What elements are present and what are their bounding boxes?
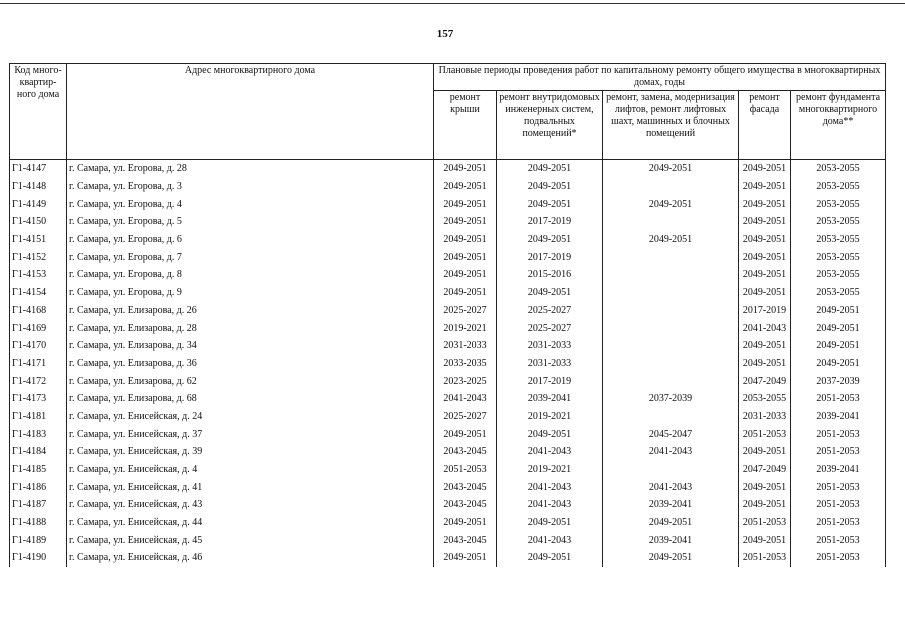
- cell-elevators: 2049-2051: [603, 195, 739, 213]
- table-row: [10, 514, 886, 532]
- cell-facade: 2051-2053: [739, 549, 791, 567]
- header-facade: ремонт фасада: [739, 91, 791, 160]
- page-number: 157: [436, 28, 454, 40]
- cell-roof: 2043-2045: [434, 531, 497, 549]
- header-roof: ремонт крыши: [434, 91, 497, 160]
- cell-foundation: 2053-2055: [791, 248, 886, 266]
- cell-address: г. Самара, ул. Енисейская, д. 46: [67, 549, 434, 567]
- cell-code: Г1-4148: [10, 178, 67, 196]
- cell-engineering: 2041-2043: [497, 496, 603, 514]
- table-row: [10, 372, 886, 390]
- cell-foundation: 2049-2051: [791, 337, 886, 355]
- cell-address: г. Самара, ул. Егорова, д. 5: [67, 213, 434, 231]
- cell-address: г. Самара, ул. Егорова, д. 7: [67, 248, 434, 266]
- cell-facade: 2049-2051: [739, 248, 791, 266]
- cell-elevators: [603, 266, 739, 284]
- table-row: [10, 443, 886, 461]
- cell-foundation: 2053-2055: [791, 160, 886, 178]
- cell-address: г. Самара, ул. Елизарова, д. 28: [67, 319, 434, 337]
- cell-code: Г1-4187: [10, 496, 67, 514]
- cell-facade: 2049-2051: [739, 531, 791, 549]
- cell-elevators: 2049-2051: [603, 160, 739, 178]
- cell-foundation: 2051-2053: [791, 478, 886, 496]
- cell-roof: 2049-2051: [434, 266, 497, 284]
- cell-engineering: 2015-2016: [497, 266, 603, 284]
- cell-facade: 2051-2053: [739, 514, 791, 532]
- cell-engineering: 2041-2043: [497, 531, 603, 549]
- header-address: Адрес многоквартирного дома: [67, 64, 434, 160]
- table-row: [10, 302, 886, 320]
- cell-engineering: 2019-2021: [497, 461, 603, 479]
- cell-roof: 2049-2051: [434, 425, 497, 443]
- cell-code: Г1-4171: [10, 355, 67, 373]
- cell-address: г. Самара, ул. Егорова, д. 3: [67, 178, 434, 196]
- cell-elevators: 2041-2043: [603, 478, 739, 496]
- table-row: [10, 425, 886, 443]
- cell-roof: 2049-2051: [434, 213, 497, 231]
- cell-roof: 2025-2027: [434, 408, 497, 426]
- cell-foundation: 2053-2055: [791, 231, 886, 249]
- cell-engineering: 2031-2033: [497, 355, 603, 373]
- cell-facade: 2049-2051: [739, 231, 791, 249]
- table-row: [10, 178, 886, 196]
- cell-facade: 2051-2053: [739, 425, 791, 443]
- table-row: [10, 195, 886, 213]
- cell-roof: 2051-2053: [434, 461, 497, 479]
- cell-roof: 2019-2021: [434, 319, 497, 337]
- cell-address: г. Самара, ул. Енисейская, д. 39: [67, 443, 434, 461]
- cell-engineering: 2041-2043: [497, 478, 603, 496]
- cell-engineering: 2049-2051: [497, 160, 603, 178]
- table-row: [10, 248, 886, 266]
- cell-foundation: 2053-2055: [791, 284, 886, 302]
- cell-elevators: [603, 372, 739, 390]
- table-row: [10, 231, 886, 249]
- cell-roof: 2043-2045: [434, 443, 497, 461]
- cell-roof: 2049-2051: [434, 284, 497, 302]
- cell-roof: 2049-2051: [434, 549, 497, 567]
- table-row: [10, 284, 886, 302]
- table-row: [10, 355, 886, 373]
- cell-address: г. Самара, ул. Елизарова, д. 26: [67, 302, 434, 320]
- cell-elevators: [603, 284, 739, 302]
- cell-foundation: 2053-2055: [791, 213, 886, 231]
- cell-foundation: 2037-2039: [791, 372, 886, 390]
- cell-facade: 2047-2049: [739, 372, 791, 390]
- cell-engineering: 2049-2051: [497, 195, 603, 213]
- cell-facade: 2049-2051: [739, 195, 791, 213]
- cell-foundation: 2051-2053: [791, 496, 886, 514]
- cell-address: г. Самара, ул. Егорова, д. 28: [67, 160, 434, 178]
- cell-address: г. Самара, ул. Егорова, д. 8: [67, 266, 434, 284]
- cell-engineering: 2049-2051: [497, 284, 603, 302]
- table-row: [10, 337, 886, 355]
- cell-engineering: 2049-2051: [497, 231, 603, 249]
- cell-facade: 2049-2051: [739, 478, 791, 496]
- cell-roof: 2025-2027: [434, 302, 497, 320]
- header-engineering: ремонт внутридомовых инженерных систем, подвальных помещений*: [497, 91, 603, 160]
- table-row: [10, 549, 886, 567]
- capital-repair-table: [9, 63, 886, 567]
- cell-elevators: [603, 408, 739, 426]
- cell-roof: 2049-2051: [434, 195, 497, 213]
- cell-facade: 2041-2043: [739, 319, 791, 337]
- cell-roof: 2031-2033: [434, 337, 497, 355]
- cell-engineering: 2049-2051: [497, 549, 603, 567]
- cell-foundation: 2051-2053: [791, 514, 886, 532]
- cell-facade: 2049-2051: [739, 160, 791, 178]
- cell-engineering: 2049-2051: [497, 514, 603, 532]
- table-row: [10, 160, 886, 178]
- cell-engineering: 2019-2021: [497, 408, 603, 426]
- table-row: [10, 478, 886, 496]
- cell-address: г. Самара, ул. Елизарова, д. 34: [67, 337, 434, 355]
- cell-code: Г1-4151: [10, 231, 67, 249]
- cell-facade: 2049-2051: [739, 443, 791, 461]
- cell-foundation: 2049-2051: [791, 302, 886, 320]
- cell-code: Г1-4154: [10, 284, 67, 302]
- cell-address: г. Самара, ул. Егорова, д. 6: [67, 231, 434, 249]
- cell-facade: 2049-2051: [739, 337, 791, 355]
- cell-code: Г1-4152: [10, 248, 67, 266]
- cell-facade: 2017-2019: [739, 302, 791, 320]
- cell-facade: 2031-2033: [739, 408, 791, 426]
- cell-roof: 2043-2045: [434, 496, 497, 514]
- cell-code: Г1-4189: [10, 531, 67, 549]
- cell-elevators: [603, 302, 739, 320]
- cell-code: Г1-4184: [10, 443, 67, 461]
- cell-code: Г1-4190: [10, 549, 67, 567]
- cell-code: Г1-4149: [10, 195, 67, 213]
- cell-elevators: [603, 319, 739, 337]
- cell-foundation: 2051-2053: [791, 390, 886, 408]
- cell-code: Г1-4169: [10, 319, 67, 337]
- cell-elevators: [603, 337, 739, 355]
- header-periods-group: Плановые периоды проведения работ по капитальному ремонту общего имущества в многоквартирных домах, годы: [434, 64, 886, 91]
- cell-code: Г1-4173: [10, 390, 67, 408]
- header-code: Код много-квартир-ного дома: [10, 64, 67, 160]
- header-elevators: ремонт, замена, модернизация лифтов, ремонт лифтовых шахт, машинных и блочных помещений: [603, 91, 739, 160]
- cell-roof: 2023-2025: [434, 372, 497, 390]
- cell-foundation: 2051-2053: [791, 443, 886, 461]
- cell-code: Г1-4185: [10, 461, 67, 479]
- cell-elevators: 2037-2039: [603, 390, 739, 408]
- table-row: [10, 531, 886, 549]
- cell-engineering: 2031-2033: [497, 337, 603, 355]
- cell-engineering: 2049-2051: [497, 425, 603, 443]
- cell-foundation: 2053-2055: [791, 195, 886, 213]
- cell-foundation: 2051-2053: [791, 549, 886, 567]
- cell-roof: 2043-2045: [434, 478, 497, 496]
- cell-address: г. Самара, ул. Егорова, д. 9: [67, 284, 434, 302]
- cell-elevators: 2045-2047: [603, 425, 739, 443]
- cell-engineering: 2049-2051: [497, 178, 603, 196]
- cell-roof: 2049-2051: [434, 178, 497, 196]
- cell-address: г. Самара, ул. Елизарова, д. 62: [67, 372, 434, 390]
- cell-address: г. Самара, ул. Енисейская, д. 41: [67, 478, 434, 496]
- cell-address: г. Самара, ул. Егорова, д. 4: [67, 195, 434, 213]
- cell-facade: 2049-2051: [739, 284, 791, 302]
- header-row-main: [10, 64, 886, 91]
- header-foundation: ремонт фундамента многоквартирного дома**: [791, 91, 886, 160]
- cell-code: Г1-4147: [10, 160, 67, 178]
- cell-address: г. Самара, ул. Енисейская, д. 44: [67, 514, 434, 532]
- cell-facade: 2047-2049: [739, 461, 791, 479]
- table-row: [10, 461, 886, 479]
- cell-roof: 2041-2043: [434, 390, 497, 408]
- cell-code: Г1-4188: [10, 514, 67, 532]
- cell-foundation: 2051-2053: [791, 531, 886, 549]
- cell-elevators: 2039-2041: [603, 496, 739, 514]
- cell-address: г. Самара, ул. Елизарова, д. 36: [67, 355, 434, 373]
- cell-facade: 2049-2051: [739, 213, 791, 231]
- cell-elevators: [603, 213, 739, 231]
- cell-address: г. Самара, ул. Енисейская, д. 4: [67, 461, 434, 479]
- cell-foundation: 2049-2051: [791, 355, 886, 373]
- table-body: [10, 160, 886, 567]
- table-row: [10, 213, 886, 231]
- cell-facade: 2049-2051: [739, 496, 791, 514]
- cell-engineering: 2025-2027: [497, 319, 603, 337]
- cell-foundation: 2053-2055: [791, 178, 886, 196]
- cell-engineering: 2041-2043: [497, 443, 603, 461]
- cell-elevators: 2041-2043: [603, 443, 739, 461]
- table-row: [10, 390, 886, 408]
- cell-engineering: 2025-2027: [497, 302, 603, 320]
- table-row: [10, 266, 886, 284]
- cell-code: Г1-4172: [10, 372, 67, 390]
- table-row: [10, 496, 886, 514]
- cell-engineering: 2017-2019: [497, 372, 603, 390]
- cell-elevators: 2049-2051: [603, 549, 739, 567]
- cell-facade: 2049-2051: [739, 178, 791, 196]
- cell-address: г. Самара, ул. Енисейская, д. 24: [67, 408, 434, 426]
- cell-engineering: 2017-2019: [497, 248, 603, 266]
- cell-address: г. Самара, ул. Енисейская, д. 43: [67, 496, 434, 514]
- cell-elevators: [603, 461, 739, 479]
- table-row: [10, 408, 886, 426]
- cell-code: Г1-4181: [10, 408, 67, 426]
- cell-code: Г1-4168: [10, 302, 67, 320]
- cell-facade: 2049-2051: [739, 266, 791, 284]
- cell-code: Г1-4150: [10, 213, 67, 231]
- cell-roof: 2049-2051: [434, 160, 497, 178]
- cell-code: Г1-4153: [10, 266, 67, 284]
- cell-roof: 2049-2051: [434, 514, 497, 532]
- table-row: [10, 319, 886, 337]
- cell-code: Г1-4170: [10, 337, 67, 355]
- cell-foundation: 2049-2051: [791, 319, 886, 337]
- cell-address: г. Самара, ул. Енисейская, д. 37: [67, 425, 434, 443]
- cell-code: Г1-4186: [10, 478, 67, 496]
- cell-foundation: 2051-2053: [791, 425, 886, 443]
- cell-engineering: 2017-2019: [497, 213, 603, 231]
- cell-elevators: [603, 178, 739, 196]
- cell-engineering: 2039-2041: [497, 390, 603, 408]
- cell-roof: 2033-2035: [434, 355, 497, 373]
- cell-roof: 2049-2051: [434, 231, 497, 249]
- top-rule: [0, 3, 905, 4]
- cell-facade: 2049-2051: [739, 355, 791, 373]
- cell-roof: 2049-2051: [434, 248, 497, 266]
- cell-code: Г1-4183: [10, 425, 67, 443]
- cell-foundation: 2039-2041: [791, 461, 886, 479]
- cell-elevators: 2039-2041: [603, 531, 739, 549]
- cell-elevators: 2049-2051: [603, 514, 739, 532]
- cell-elevators: 2049-2051: [603, 231, 739, 249]
- cell-address: г. Самара, ул. Елизарова, д. 68: [67, 390, 434, 408]
- cell-elevators: [603, 248, 739, 266]
- cell-foundation: 2053-2055: [791, 266, 886, 284]
- cell-address: г. Самара, ул. Енисейская, д. 45: [67, 531, 434, 549]
- cell-facade: 2053-2055: [739, 390, 791, 408]
- cell-foundation: 2039-2041: [791, 408, 886, 426]
- cell-elevators: [603, 355, 739, 373]
